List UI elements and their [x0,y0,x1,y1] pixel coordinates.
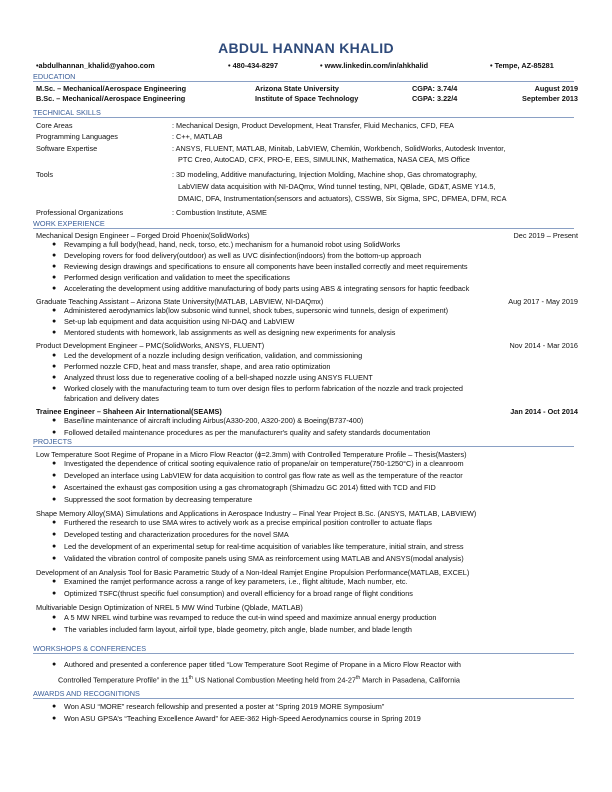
project-bullet: Furthered the research to use SMA wires to actively work as a precise empirical position controller to actuate flaps [64,518,432,527]
bullet-icon: ● [52,715,57,722]
skill-value: DMAIC, DFA, Instrumentation(sensors and actuators), CSSWB, Six Sigma, SPC, DFMEA, DFM, RCA [178,194,507,203]
bullet-icon: ● [52,318,57,325]
job-date: Dec 2019 – Present [513,231,578,240]
project-bullet: Developed testing and characterization procedures for the novel SMA [64,530,289,539]
project-bullet: A 5 MW NREL wind turbine was revamped to reduce the cut-in wind speed and maximize annual energy production [64,613,437,622]
section-education-heading: EDUCATION [33,72,574,82]
section-awards-heading: AWARDS AND RECOGNITIONS [33,689,574,699]
workshop-line-continuation: Controlled Temperature Profile” in the 11th US National Combustion Meeting held from 24-27th March in Pasadena, California [58,675,460,685]
skill-value: LabVIEW data acquisition with NI-DAQmx, Wind tunnel testing, NPI, QBlade, GD&T, ASME Y14.5, [178,182,496,191]
job-title: Product Development Engineer – PMC(SolidWorks, ANSYS, FLUENT) [36,341,265,350]
job-bullet: Performed design verification and validation to meet the specifications [64,273,290,282]
bullet-icon: ● [52,472,57,479]
education-date: August 2019 [534,84,578,93]
bullet-icon: ● [52,496,57,503]
project-bullet: Developed an interface using LabVIEW for data acquisition to control gas flow rate as well as the temperature of the reactor [64,471,463,480]
award-item: Won ASU GPSA’s “Teaching Excellence Award” for AEE-362 High-Speed Aerodynamics course in Spring 2019 [64,714,421,723]
job-bullet: Worked closely with the manufacturing team to turn over design files to perform fabrication of the nozzle and track projected [64,384,463,393]
project-bullet: Ascertained the exhaust gas composition using a gas chromatograph (Shimadzu GC 2014) fitted with TCD and FID [64,483,436,492]
project-bullet: Investigated the dependence of critical sooting equivalence ratio of propane/air on temperature(750-1250°C) in a cleanroom [64,459,464,468]
skill-value: PTC Creo, AutoCAD, CFX, PRO-E, EES, SIMULINK, Mathematica, NASA CEA, MS Office [178,155,470,164]
job-bullet: Reviewing design drawings and specifications to ensure all components have been installed correctly and meet requirements [64,262,468,271]
bullet-icon: ● [52,531,57,538]
project-bullet: The variables included farm layout, airfoil type, blade geometry, pitch angle, blade number, and blade length [64,625,412,634]
bullet-icon: ● [52,429,57,436]
job-bullet: Set-up lab equipment and data acquisition using NI-DAQ and LabVIEW [64,317,295,326]
project-bullet: Suppressed the soot formation by decreasing temperature [64,495,253,504]
bullet-icon: ● [52,307,57,314]
bullet-icon: ● [52,614,57,621]
skill-label: Programming Languages [36,132,118,141]
job-bullet: Followed detailed maintenance procedures as per the manufacturer's quality and safety standards documentation [64,428,431,437]
job-bullet: Accelerating the development using additive manufacturing of body parts using ABS & integrating sensors for haptic feedback [64,284,470,293]
job-bullet: Base/line maintenance of aircraft including Airbus(A330-200, A320-200) & Boeing(B737-400) [64,416,364,425]
project-bullet: Led the development of an experimental setup for real-time acquisition of variables like temperature, initial strain, and stress [64,542,464,551]
project-title: Shape Memory Alloy(SMA) Simulations and Applications in Aerospace Industry – Final Year Project B.Sc. (ANSYS, MATLAB, LABVIEW) [36,509,477,518]
job-bullet-continuation: fabrication and delivery dates [64,394,159,403]
education-gpa: CGPA: 3.74/4 [412,84,458,93]
skill-label: Professional Organizations [36,208,124,217]
bullet-icon: ● [52,352,57,359]
section-skills-heading: TECHNICAL SKILLS [33,108,574,118]
job-title: Mechanical Design Engineer – Forged Droid Phoenix(SolidWorks) [36,231,250,240]
skill-value: : ANSYS, FLUENT, MATLAB, Minitab, LabVIEW, Chemkin, Workbench, SolidWorks, Autodesk Inventor, [172,144,506,153]
job-bullet: Analyzed thrust loss due to regenerative cooling of a bell-shaped nozzle using ANSYS FLUENT [64,373,373,382]
bullet-icon: ● [52,626,57,633]
bullet-icon: ● [52,417,57,424]
bullet-icon: ● [52,484,57,491]
skill-label: Tools [36,170,54,179]
job-bullet: Led the development of a nozzle including design verification, validation, and commissioning [64,351,363,360]
contact-location: • Tempe, AZ-85281 [490,61,554,70]
bullet-icon: ● [52,703,57,710]
bullet-icon: ● [52,374,57,381]
skill-label: Software Expertise [36,144,98,153]
education-degree: B.Sc. – Mechanical/Aerospace Engineering [36,94,186,103]
job-date: Jan 2014 - Oct 2014 [510,407,578,416]
education-school: Arizona State University [255,84,339,93]
contact-email[interactable]: •abdulhannan_khalid@yahoo.com [36,61,155,70]
bullet-icon: ● [52,519,57,526]
bullet-icon: ● [52,263,57,270]
job-title: Graduate Teaching Assistant – Arizona State University(MATLAB, LABVIEW, NI-DAQmx) [36,297,324,306]
education-date: September 2013 [522,94,578,103]
workshop-line: Authored and presented a conference paper titled “Low Temperature Soot Regime of Propane in a Micro Flow Reactor with [64,660,461,669]
bullet-icon: ● [52,385,57,392]
skill-value: : 3D modeling, Additive manufacturing, Injection Molding, Machine shop, Gas chromatography, [172,170,477,179]
candidate-name: ABDUL HANNAN KHALID [218,40,394,56]
bullet-icon: ● [52,590,57,597]
contact-phone: • 480-434-8297 [228,61,279,70]
bullet-icon: ● [52,329,57,336]
bullet-icon: ● [52,274,57,281]
job-bullet: Mentored students with homework, lab assignments as well as designing new experiments for analysis [64,328,396,337]
section-projects-heading: PROJECTS [33,437,574,447]
section-workshops-heading: WORKSHOPS & CONFERENCES [33,644,574,654]
skill-label: Core Areas [36,121,73,130]
bullet-icon: ● [52,460,57,467]
award-item: Won ASU “MORE” research fellowship and presented a poster at “Spring 2019 MORE Symposium” [64,702,385,711]
section-work-heading: WORK EXPERIENCE [33,219,574,229]
bullet-icon: ● [52,252,57,259]
job-date: Nov 2014 - Mar 2016 [509,341,578,350]
project-bullet: Optimized TSFC(thrust specific fuel consumption) and overall efficiency for a broad range of flight conditions [64,589,413,598]
bullet-icon: ● [52,241,57,248]
bullet-icon: ● [52,661,57,668]
job-bullet: Performed nozzle CFD, heat and mass transfer, shape, and area ratio optimization [64,362,331,371]
job-title: Trainee Engineer – Shaheen Air International(SEAMS) [36,407,222,416]
job-bullet: Revamping a full body(head, hand, neck, torso, etc.) mechanism for a humanoid robot using SolidWorks [64,240,401,249]
skill-value: : Combustion Institute, ASME [172,208,267,217]
education-school: Institute of Space Technology [255,94,359,103]
education-degree: M.Sc. – Mechanical/Aerospace Engineering [36,84,187,93]
contact-linkedin[interactable]: • www.linkedin.com/in/ahkhalid [320,61,429,70]
bullet-icon: ● [52,578,57,585]
bullet-icon: ● [52,543,57,550]
job-date: Aug 2017 - May 2019 [508,297,578,306]
job-bullet: Administered aerodynamics lab(low subsonic wind tunnel, shock tubes, supersonic wind tunnels, design of experiment) [64,306,449,315]
project-bullet: Examined the ramjet performance across a range of key parameters, i.e., flight altitude, Mach number, etc. [64,577,408,586]
skill-value: : C++, MATLAB [172,132,223,141]
project-title: Development of an Analysis Tool for Basic Parametric Study of a Non-Ideal Ramjet Engine Propulsion Performance(MATLAB, EXCEL) [36,568,470,577]
project-title: Low Temperature Soot Regime of Propane in a Micro Flow Reactor (ϕ=2.3mm) with Controlled Temperature Profile – Thesis(Masters) [36,450,467,459]
project-bullet: Validated the vibration control of composite panels using SMA as reinforcement using MATLAB and ANSYS(modal analysis) [64,554,464,563]
project-title: Multivariable Design Optimization of NREL 5 MW Wind Turbine (Qblade, MATLAB) [36,603,303,612]
bullet-icon: ● [52,285,57,292]
job-bullet: Developing rovers for food delivery(outdoor) as well as UVC disinfection(indoors) from the bottom-up approach [64,251,422,260]
bullet-icon: ● [52,555,57,562]
skill-value: : Mechanical Design, Product Development, Heat Transfer, Fluid Mechanics, CFD, FEA [172,121,454,130]
bullet-icon: ● [52,363,57,370]
education-gpa: CGPA: 3.22/4 [412,94,458,103]
